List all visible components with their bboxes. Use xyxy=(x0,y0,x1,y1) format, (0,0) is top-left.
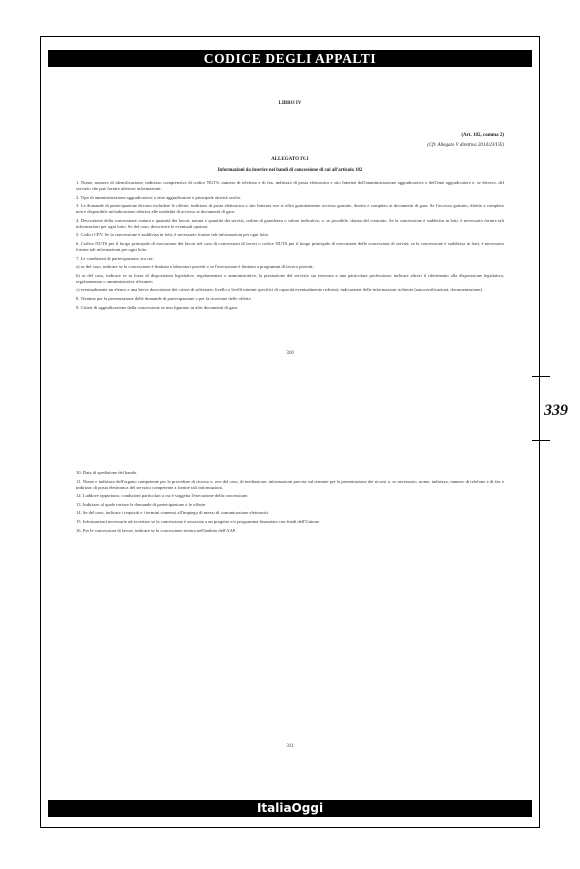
allegato-subtitle: Informazioni da inserire nei bandi di concessione di cui all'articolo 182 xyxy=(217,168,363,173)
page1-number: 310 xyxy=(286,351,294,356)
paragraph: 11. Nome e indirizzo dell'organo competente per le procedure di ricorso e, ove del caso, di mediazione; informazioni precise sul termine per la presentazione dei ricorsi o, se necessario, nome, indirizzo, numero di telefono e di fax e indirizzo di posta elettronica del servizio competente a fornire tali informazioni. xyxy=(76,478,504,490)
page2-number: 311 xyxy=(286,744,294,749)
paragraph: c) eventualmente un elenco e una breve descrizione dei criteri di selezione; livello o livelli minimi specifici di capacità eventualmente richiesti; indicazione delle informazioni richieste (autocertificazioni, documentazione). xyxy=(76,287,484,293)
page-frame xyxy=(40,36,540,828)
paragraph: 10. Data di spedizione del bando. xyxy=(76,470,138,475)
paragraph: 3. Le domande di partecipazione devono includere le offerte, indirizzo di posta elettronica o sito Internet ove si offra gratuitamente accesso gratuito, diretto e completo ai documenti di gara. Se l'accesso gratuito, diretto e completo non è disponibile un'indicazione relativa alle modalità di accesso ai documenti di gara. xyxy=(76,203,504,215)
side-tab-line-bottom-horizontal xyxy=(532,440,550,441)
paragraph: 12. Laddove opportuno, condizioni particolari a cui è soggetta l'esecuzione della concessione. xyxy=(76,493,249,499)
paragraph: 4. Descrizione della concessione: natura e quantità dei lavori, natura e quantità dei servizi, ordine di grandezza o valore indicativo, e, se possibile, durata del contratto. Se la concessione è suddivisa in lotti, è necessario fornire tali informazioni per ogni lotto. Se del caso, descrivere le eventuali opzioni. xyxy=(76,217,504,229)
footer-logo-bar xyxy=(48,800,532,817)
paragraph: 2. Tipo di amministrazione aggiudicatrice o ente aggiudicatore e principale attività svolta. xyxy=(76,194,241,200)
paragraph: b) se del caso, indicare se in forza di disposizioni legislative, regolamentari o amministrative, la prestazione del servizio sia riservata a una particolare professione; indicare altresì il riferimento alla disposizione legislativa, regolamentare o amministrativa rilevante; xyxy=(76,272,504,284)
paragraph: 8. Termine per la presentazione delle domande di partecipazione o per la ricezione delle offerte. xyxy=(76,295,252,301)
paragraph: 13. Indirizzo al quale inviare le domande di partecipazione o le offerte. xyxy=(76,501,207,507)
publisher-logo: ItaliaOggi xyxy=(256,801,324,815)
paragraph: 15. Informazioni necessarie ad accertare se la concessione è associata a un progetto e/o programma finanziato con fondi dell'Unione. xyxy=(76,518,320,524)
paragraph: 16. Per le concessioni di lavori, indicare se la concessione rientra nell'ambito dell'AAP. xyxy=(76,527,236,533)
page2-body xyxy=(76,470,504,536)
page1-body xyxy=(76,180,504,313)
side-tab-line-top-horizontal xyxy=(532,376,550,377)
paragraph: a) se del caso, indicare se la concessione è limitata a laboratori protetti o se l'esecuzione è limitata a programmi di lavoro protetti; xyxy=(76,264,314,270)
allegato-title: ALLEGATO IV.1 xyxy=(271,157,309,162)
paragraph: 9. Criteri di aggiudicazione della concessione se non figurano in altri documenti di gara. xyxy=(76,304,239,310)
paragraph: 14. Se del caso, indicare i requisiti e i termini connessi all'impiego di mezzi di comunicazione elettronici. xyxy=(76,510,270,516)
book-title: LIBRO IV xyxy=(278,101,302,106)
paragraph: 6. Codice NUTS per il luogo principale di esecuzione dei lavori nel caso di concessioni di lavori o codice NUTS per il luogo principale di esecuzione delle concessioni di servizi; se la concessione è suddivisa in lotti, è necessario fornire tali informazioni per ogni lotto. xyxy=(76,240,504,252)
article-reference: (Art. 182, comma 2) xyxy=(461,133,504,138)
side-page-number: 339 xyxy=(544,402,568,419)
paragraph: 7. Le condizioni di partecipazione, tra cui: xyxy=(76,255,154,261)
header-title-bar: CODICE DEGLI APPALTI xyxy=(48,50,532,67)
paragraph: 1. Nome, numero di identificazione, indirizzo comprensivo di codice NUTS, numero di telefono e di fax, indirizzo di posta elettronica e sito Internet dell'amministrazione aggiudicatrice o dell'ente aggiudicatore e, se diverso, del servizio che può fornire ulteriori informazioni. xyxy=(76,180,504,191)
paragraph: 5. Codici CPV. Se la concessione è suddivisa in lotti, è necessario fornire tali informazioni per ogni lotto. xyxy=(76,232,270,238)
directive-reference: (Cfr. Allegato V direttiva 2014/23/UE) xyxy=(427,143,504,148)
